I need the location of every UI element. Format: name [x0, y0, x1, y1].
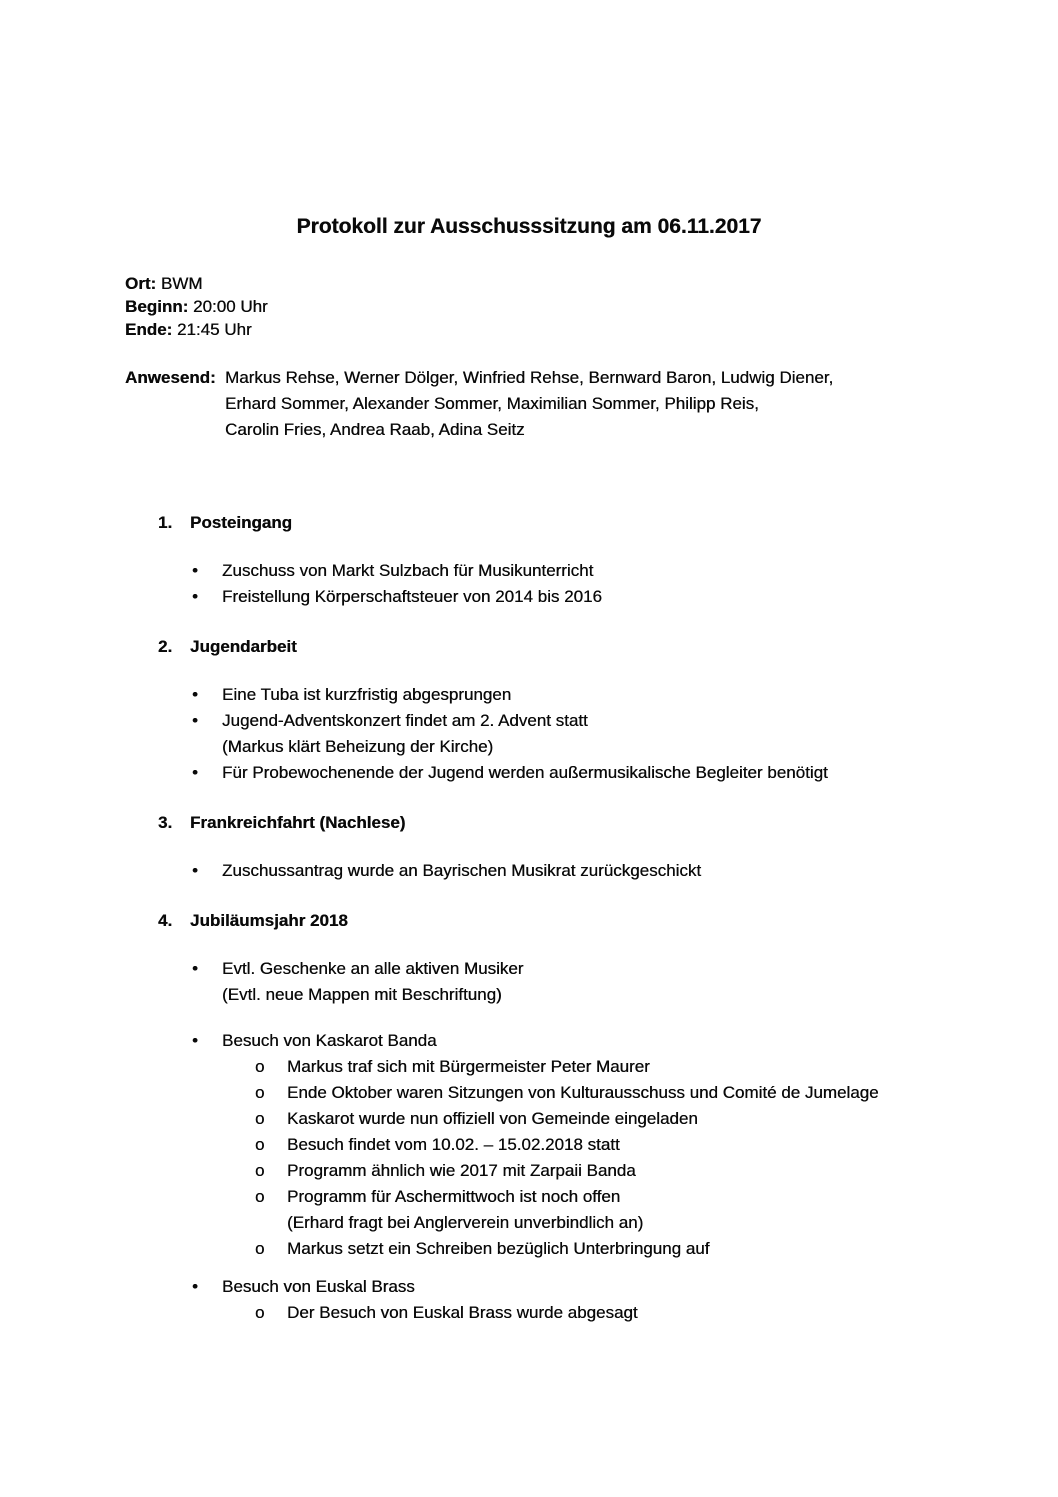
- bullet-circle-icon: o: [255, 1239, 265, 1258]
- section-jugendarbeit: [125, 634, 933, 786]
- attendees-block: [125, 365, 933, 443]
- list-item: [125, 858, 933, 884]
- meta-ende: [125, 318, 933, 341]
- section-heading: [125, 510, 933, 536]
- meta-ort: [125, 272, 933, 295]
- bullet-circle-icon: o: [255, 1135, 265, 1154]
- bullet-text: Besuch von Euskal Brass: [222, 1277, 415, 1296]
- bullet-circle-icon: o: [255, 1303, 265, 1322]
- bullet-dot-icon: •: [192, 959, 198, 978]
- bullet-text: Eine Tuba ist kurzfristig abgesprungen: [222, 685, 512, 704]
- bullet-dot-icon: •: [192, 1031, 198, 1050]
- section-heading: [125, 908, 933, 934]
- meta-ort-value: BWM: [160, 274, 203, 293]
- section-number: 2.: [158, 637, 173, 656]
- sub-bullet-text: [287, 1184, 643, 1236]
- list-item: [125, 584, 933, 610]
- sub-bullet-line: [125, 1132, 933, 1158]
- bullet-circle-icon: o: [255, 1057, 265, 1076]
- sub-bullet-text: Der Besuch von Euskal Brass wurde abgesagt: [287, 1303, 638, 1322]
- bullet-dot-icon: •: [192, 763, 198, 782]
- bullet-circle-icon: o: [255, 1161, 265, 1180]
- sub-bullet-text-line: Programm für Aschermittwoch ist noch offen: [287, 1187, 621, 1206]
- bullet-line: [125, 584, 933, 610]
- attendees-names: [225, 365, 833, 443]
- list-item: [125, 1274, 933, 1326]
- sub-bullet-line: [125, 1106, 933, 1132]
- list-item: [125, 558, 933, 584]
- sub-bullet-line: [125, 1236, 933, 1262]
- meta-beginn-label: Beginn:: [125, 297, 189, 316]
- bullet-line: [125, 708, 933, 760]
- bullet-text: Freistellung Körperschaftsteuer von 2014 bis 2016: [222, 587, 602, 606]
- bullet-line: [125, 1274, 933, 1300]
- sub-bullet-text: Markus setzt ein Schreiben bezüglich Unterbringung auf: [287, 1239, 710, 1258]
- bullet-text: [222, 708, 588, 760]
- section-heading: [125, 810, 933, 836]
- bullet-text-line: Evtl. Geschenke an alle aktiven Musiker: [222, 959, 524, 978]
- meta-block: [125, 272, 933, 341]
- sub-bullet-line: [125, 1158, 933, 1184]
- attendees-line: Erhard Sommer, Alexander Sommer, Maximilian Sommer, Philipp Reis,: [225, 394, 759, 413]
- bullet-text: Zuschussantrag wurde an Bayrischen Musikrat zurückgeschickt: [222, 861, 702, 880]
- list-item: [125, 1028, 933, 1262]
- sub-bullet-text: Kaskarot wurde nun offiziell von Gemeinde eingeladen: [287, 1109, 698, 1128]
- bullet-text-line: (Evtl. neue Mappen mit Beschriftung): [222, 985, 502, 1004]
- list-item: [125, 760, 933, 786]
- list-item: [125, 956, 933, 1008]
- bullet-dot-icon: •: [192, 711, 198, 730]
- bullet-line: [125, 682, 933, 708]
- sections: [125, 510, 933, 1326]
- bullet-dot-icon: •: [192, 587, 198, 606]
- attendees-line: Markus Rehse, Werner Dölger, Winfried Rehse, Bernward Baron, Ludwig Diener,: [225, 368, 834, 387]
- section-number: 1.: [158, 513, 173, 532]
- bullet-text: Zuschuss von Markt Sulzbach für Musikunterricht: [222, 561, 594, 580]
- sub-bullet-line: [125, 1054, 933, 1080]
- section-heading: [125, 634, 933, 660]
- bullet-circle-icon: o: [255, 1109, 265, 1128]
- sub-bullet-text: Ende Oktober waren Sitzungen von Kulturausschuss und Comité de Jumelage: [287, 1083, 879, 1102]
- document-title: Protokoll zur Ausschusssitzung am 06.11.2017: [296, 215, 762, 238]
- sub-bullet-line: [125, 1300, 933, 1326]
- bullet-circle-icon: o: [255, 1187, 265, 1206]
- sub-bullet-text-line: (Erhard fragt bei Anglerverein unverbindlich an): [287, 1213, 644, 1232]
- section-number: 3.: [158, 813, 173, 832]
- meta-ende-value: 21:45 Uhr: [176, 320, 252, 339]
- meta-ort-label: Ort:: [125, 274, 157, 293]
- bullet-dot-icon: •: [192, 685, 198, 704]
- bullet-text-line: (Markus klärt Beheizung der Kirche): [222, 737, 494, 756]
- section-heading-text: Posteingang: [190, 513, 293, 532]
- bullet-dot-icon: •: [192, 1277, 198, 1296]
- attendees-label: Anwesend:: [125, 368, 216, 387]
- bullet-line: [125, 956, 933, 1008]
- section-heading-text: Jugendarbeit: [190, 637, 297, 656]
- sub-bullet-line: [125, 1080, 933, 1106]
- meta-beginn-value: 20:00 Uhr: [193, 297, 268, 316]
- attendees-line: Carolin Fries, Andrea Raab, Adina Seitz: [225, 420, 525, 439]
- section-posteingang: [125, 510, 933, 610]
- section-heading-text: Frankreichfahrt (Nachlese): [190, 813, 406, 832]
- sub-bullet-text: Programm ähnlich wie 2017 mit Zarpaii Banda: [287, 1161, 636, 1180]
- section-frankreichfahrt: [125, 810, 933, 884]
- list-item: [125, 682, 933, 708]
- section-jubilaeumsjahr: [125, 908, 933, 1326]
- bullet-circle-icon: o: [255, 1083, 265, 1102]
- bullet-line: [125, 858, 933, 884]
- bullet-text: [222, 956, 523, 1008]
- bullet-line: [125, 1028, 933, 1054]
- bullet-line: [125, 558, 933, 584]
- section-number: 4.: [158, 911, 173, 930]
- sub-bullet-text: Markus traf sich mit Bürgermeister Peter Maurer: [287, 1057, 650, 1076]
- sub-bullet-line: [125, 1184, 933, 1236]
- list-item: [125, 708, 933, 760]
- bullet-line: [125, 760, 933, 786]
- bullet-dot-icon: •: [192, 861, 198, 880]
- section-heading-text: Jubiläumsjahr 2018: [190, 911, 348, 930]
- bullet-text: Besuch von Kaskarot Banda: [222, 1031, 437, 1050]
- meta-ende-label: Ende:: [125, 320, 173, 339]
- bullet-text-line: Jugend-Adventskonzert findet am 2. Advent statt: [222, 711, 588, 730]
- bullet-text: Für Probewochenende der Jugend werden außermusikalische Begleiter benötigt: [222, 763, 828, 782]
- meta-beginn: [125, 295, 933, 318]
- sub-bullet-text: Besuch findet vom 10.02. – 15.02.2018 statt: [287, 1135, 620, 1154]
- bullet-dot-icon: •: [192, 561, 198, 580]
